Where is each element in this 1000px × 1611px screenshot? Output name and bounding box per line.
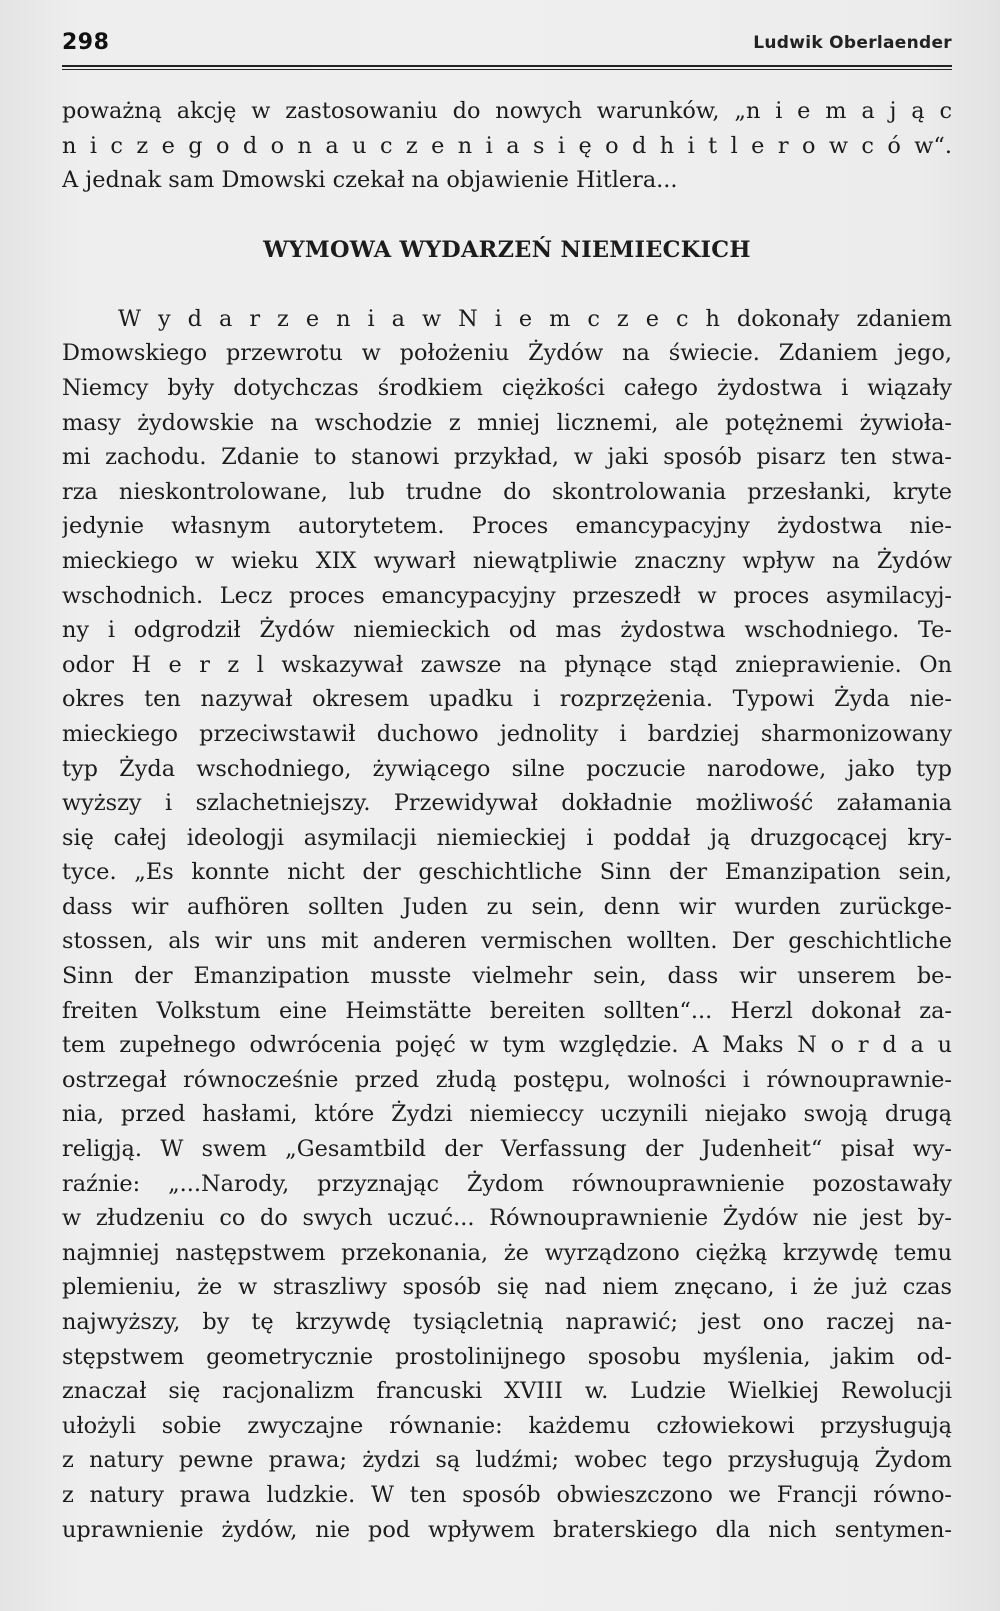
text-line: Dmowskiego przewrotu w położeniu Żydów na świecie. Zdaniem jego, (62, 340, 952, 367)
text-line: okres ten nazywał okresem upadku i rozprzężenia. Typowi Żyda nie- (62, 686, 952, 713)
text-line: mieckiego w wieku XIX wywarł niewątpliwie znaczny wpływ na Żydów (62, 547, 952, 574)
text-line: stępstwem geometrycznie prostolinijnego sposobu myślenia, jakim od- (62, 1343, 952, 1370)
text-line: mi zachodu. Zdanie to stanowi przykład, w jaki sposób pisarz ten stwa- (62, 444, 952, 471)
text-line: w złudzeniu co do swych uczuć... Równouprawnienie Żydów nie jest by- (62, 1205, 952, 1232)
text-line: poważną akcję w zastosowaniu do nowych warunków, „n i e m a j ą c (62, 98, 952, 124)
text-line: rza nieskontrolowane, lub trudne do skontrolowania przesłanki, kryte (62, 478, 952, 505)
text-line: typ Żyda wschodniego, żywiącego silne poczucie narodowe, jako typ (62, 755, 952, 782)
page-header (62, 28, 952, 58)
text-line: nia, przed hasłami, które Żydzi niemieccy uczynili niejako swoją drugą (62, 1101, 952, 1128)
text-line: plemieniu, że w straszliwy sposób się nad niem znęcano, i że już czas (62, 1274, 952, 1301)
text-line: tem zupełnego odwrócenia pojęć w tym względzie. A Maks N o r d a u (62, 1032, 952, 1059)
header-rule (62, 65, 952, 70)
text-line: n i c z e g o d o n a u c z e n i a s i ę o d h i t l e r o w c ó w“. (62, 132, 952, 159)
text-line: dass wir aufhören sollten Juden zu sein, denn wir wurden zurückge- (62, 893, 952, 920)
text-line: jedynie własnym autorytetem. Proces emancypacyjny żydostwa nie- (62, 513, 952, 540)
text-line: najmniej następstwem przekonania, że wyrządzono ciężką krzywdę temu (62, 1239, 952, 1266)
text-line: ostrzegał równocześnie przed złudą postępu, wolności i równouprawnie- (62, 1066, 952, 1093)
text-line: ułożyli sobie zwyczajne równanie: każdemu człowiekowi przysługują (62, 1412, 952, 1439)
text-line: mieckiego przeciwstawił duchowo jednolity i bardziej sharmonizowany (62, 720, 952, 747)
text-line: raźnie: „...Narody, przyznając Żydom równouprawnienie pozostawały (62, 1170, 952, 1197)
text-line: uprawnienie żydów, nie pod wpływem braterskiego dla nich sentymen- (62, 1516, 952, 1543)
text-line: wyższy i szlachetniejszy. Przewidywał dokładnie możliwość załamania (62, 790, 952, 817)
text-line: się całej ideologji asymilacji niemieckiej i poddał ją druzgocącej kry- (62, 824, 952, 851)
text-line: znaczał się racjonalizm francuski XVIII w. Ludzie Wielkiej Rewolucji (62, 1378, 952, 1405)
text-line: ny i odgrodził Żydów niemieckich od mas żydostwa wschodniego. Te- (62, 617, 952, 644)
running-head: Ludwik Oberlaender (753, 33, 952, 53)
text-line: Niemcy były dotychczas środkiem ciężkości całego żydostwa i wiązały (62, 374, 952, 401)
text-line: najwyższy, by tę krzywdę tysiącletnią naprawić; jest ono raczej na- (62, 1309, 952, 1335)
page-number: 298 (62, 30, 110, 55)
text-line: tyce. „Es konnte nicht der geschichtliche Sinn der Emanzipation sein, (62, 859, 952, 886)
text-line: religją. W swem „Gesamtbild der Verfassung der Judenheit“ pisał wy- (62, 1136, 952, 1163)
section-heading: WYMOWA WYDARZEŃ NIEMIECKICH (263, 236, 751, 263)
text-line: freiten Volkstum eine Heimstätte bereiten sollten“... Herzl dokonał za- (62, 997, 952, 1024)
text-line: W y d a r z e n i a w N i e m c z e c h dokonały zdaniem (118, 305, 952, 332)
text-line: A jednak sam Dmowski czekał na objawienie Hitlera... (62, 167, 678, 194)
text-line: odor H e r z l wskazywał zawsze na płynące stąd znieprawienie. On (62, 651, 952, 678)
text-line: z natury prawa ludzkie. W ten sposób obwieszczono we Francji równo- (62, 1481, 952, 1508)
text-line: stossen, als wir uns mit anderen vermischen wollten. Der geschichtliche (62, 928, 952, 955)
text-line: Sinn der Emanzipation musste vielmehr sein, dass wir unserem be- (62, 963, 952, 990)
text-line: z natury pewne prawa; żydzi są ludźmi; wobec tego przysługują Żydom (62, 1447, 952, 1474)
body-text (62, 94, 952, 1547)
text-line: masy żydowskie na wschodzie z mniej licznemi, ale potężnemi żywioła- (62, 409, 952, 436)
text-line: wschodnich. Lecz proces emancypacyjny przeszedł w proces asymilacyj- (62, 582, 952, 609)
